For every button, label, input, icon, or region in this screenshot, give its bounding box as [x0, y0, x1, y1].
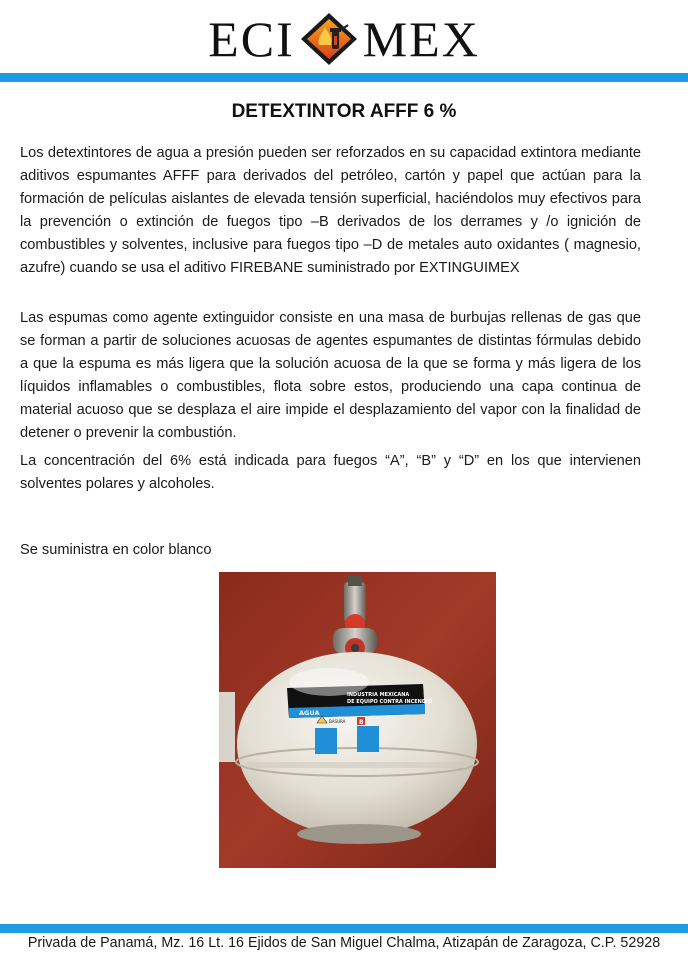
label-band-text: AGUA	[299, 709, 320, 717]
logo-text-right: MEX	[362, 11, 480, 67]
header-rule	[0, 73, 688, 82]
product-photo	[219, 572, 496, 868]
logo-text-left: ECI	[208, 11, 295, 67]
paragraph-intro: Los detextintores de agua a presión pueden ser reforzados en su capacidad extintora mediante aditivos espumantes AFFF para derivados del petróleo, cartón y papel que actúan para la formación de películas aislantes de elevada tensión superficial, haciéndolos muy efectivos para la prevención o extinción de fuegos tipo –B derivados de los derrames y /o ignición de combustibles y solventes, inclusive para fuegos tipo –D de metales auto oxidantes ( magnesio, azufre) cuando se usa el aditivo FIREBANE suministrado por EXTINGUIMEX	[20, 145, 641, 276]
footer-rule	[0, 924, 688, 933]
label-line-1: INDUSTRIA MEXICANA	[347, 692, 410, 698]
flame-extinguisher-diamond-icon	[299, 11, 359, 67]
paragraph-color: Se suministra en color blanco	[20, 542, 212, 558]
paragraph-concentration: La concentración del 6% está indicada para fuegos “A”, “B” y “D” en los que intervienen solventes polares y alcoholes.	[20, 453, 641, 492]
company-logo	[0, 10, 688, 68]
footer-address: Privada de Panamá, Mz. 16 Lt. 16 Ejidos de San Miguel Chalma, Atizapán de Zaragoza, C.P. 52928	[27, 935, 661, 951]
label-line-2: DE EQUIPO CONTRA INCENDIO	[347, 699, 433, 705]
paragraph-foam: Las espumas como agente extinguidor consiste en una masa de burbujas rellenas de gas que se forman a partir de soluciones acuosas de agentes espumantes de distintas fórmulas debido a que la espuma es más ligera que la solución acuosa de la que se forma y más ligera de los líquidos inflamables o combustibles, flota sobre estos, produciendo una capa continua de material acuoso que se desplaza el aire impide el desplazamiento del vapor con la finalidad de detener o prevenir la combustión.	[20, 310, 641, 441]
pictogram-a-caption: BASURA	[329, 719, 346, 724]
page-title: DETEXTINTOR AFFF 6 %	[231, 101, 457, 122]
page-header	[0, 0, 688, 80]
pictogram-b-letter: B	[359, 719, 364, 726]
